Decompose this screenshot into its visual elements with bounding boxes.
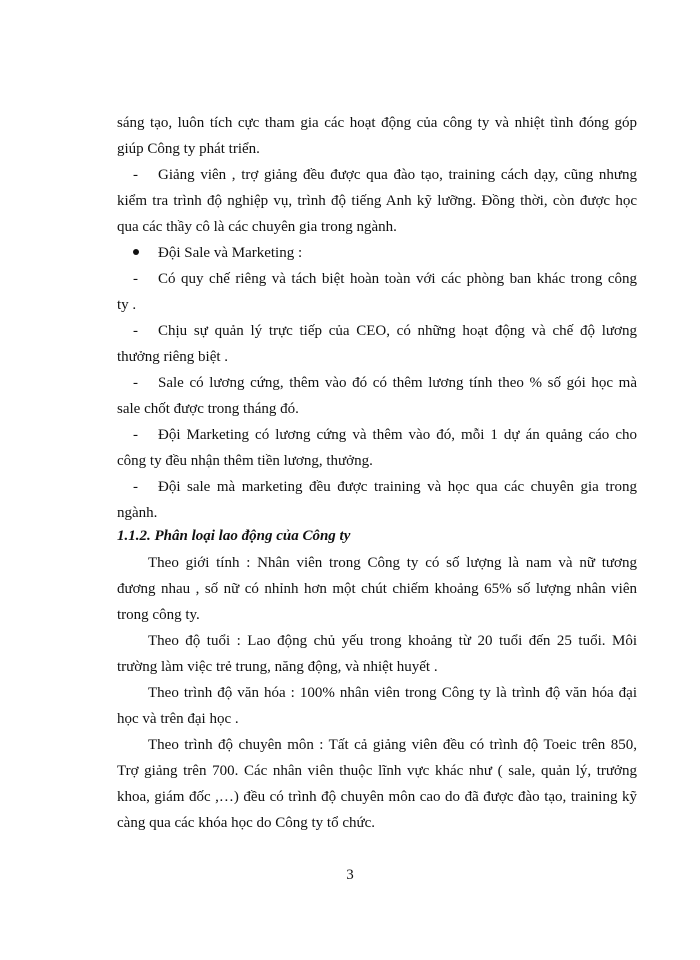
text-line: sale chốt được trong tháng đó. [117, 401, 299, 417]
text-line: giúp Công ty phát triển. [117, 141, 260, 157]
text-line: học và trên đại học . [117, 711, 239, 727]
page-number: 3 [346, 867, 354, 883]
text-line: trường làm việc trẻ trung, năng động, và nhiệt huyết . [117, 659, 438, 675]
text-line: Đội sale mà marketing đều được training và học qua các chuyên gia trong [158, 479, 637, 495]
dash-marker: - [133, 271, 138, 287]
text-line: sáng tạo, luôn tích cực tham gia các hoạt động của công ty và nhiệt tình đóng góp [117, 115, 637, 131]
bullet-icon [133, 249, 139, 255]
text-line: ngành. [117, 505, 158, 521]
section-heading: 1.1.2. Phân loại lao động của Công ty [117, 528, 351, 544]
text-line: càng qua các khóa học do Công ty tổ chức. [117, 815, 376, 831]
dash-marker: - [133, 427, 138, 443]
dash-marker: - [133, 323, 138, 339]
dash-marker: - [133, 479, 138, 495]
text-line: khoa, giám đốc ,…) đều có trình độ chuyên môn cao do đã được đào tạo, training kỹ [117, 789, 637, 805]
text-line: trong công ty. [117, 607, 200, 623]
text-line: Trợ giảng trên 700. Các nhân viên thuộc lĩnh vực khác như ( sale, quản lý, trưởng [117, 763, 637, 779]
dash-marker: - [133, 375, 138, 391]
text-line: Có quy chế riêng và tách biệt hoàn toàn với các phòng ban khác trong công [158, 271, 637, 287]
text-line: công ty đều nhận thêm tiền lương, thưởng. [117, 453, 373, 469]
text-line: thưởng riêng biệt . [117, 349, 229, 365]
text-line: Theo độ tuổi : Lao động chủ yếu trong khoảng từ 20 tuổi đến 25 tuổi. Môi [148, 633, 637, 649]
text-line: qua các thầy cô là các chuyên gia trong ngành. [117, 219, 397, 235]
text-line: Đội Marketing có lương cứng và thêm vào đó, mỗi 1 dự án quảng cáo cho [158, 427, 637, 443]
text-line: Đội Sale và Marketing : [158, 245, 303, 261]
text-line: Giảng viên , trợ giảng đều được qua đào tạo, training cách dạy, cũng nhưng [158, 167, 637, 183]
text-line: ty . [117, 297, 137, 313]
text-line: Theo trình độ văn hóa : 100% nhân viên trong Công ty là trình độ văn hóa đại [148, 685, 637, 701]
text-line: Theo giới tính : Nhân viên trong Công ty có số lượng là nam và nữ tương [148, 555, 637, 571]
dash-marker: - [133, 167, 138, 183]
text-line: đương nhau , số nữ có nhỉnh hơn một chút chiếm khoảng 65% số lượng nhân viên [117, 581, 637, 597]
text-line: Chịu sự quản lý trực tiếp của CEO, có những hoạt động và chế độ lương [158, 323, 637, 339]
text-line: Sale có lương cứng, thêm vào đó có thêm lương tính theo % số gói học mà [158, 375, 637, 391]
text-line: Theo trình độ chuyên môn : Tất cả giảng viên đều có trình độ Toeic trên 850, [148, 737, 637, 753]
text-line: kiểm tra trình độ nghiệp vụ, trình độ tiếng Anh kỹ lưỡng. Đồng thời, còn được học [117, 193, 637, 209]
